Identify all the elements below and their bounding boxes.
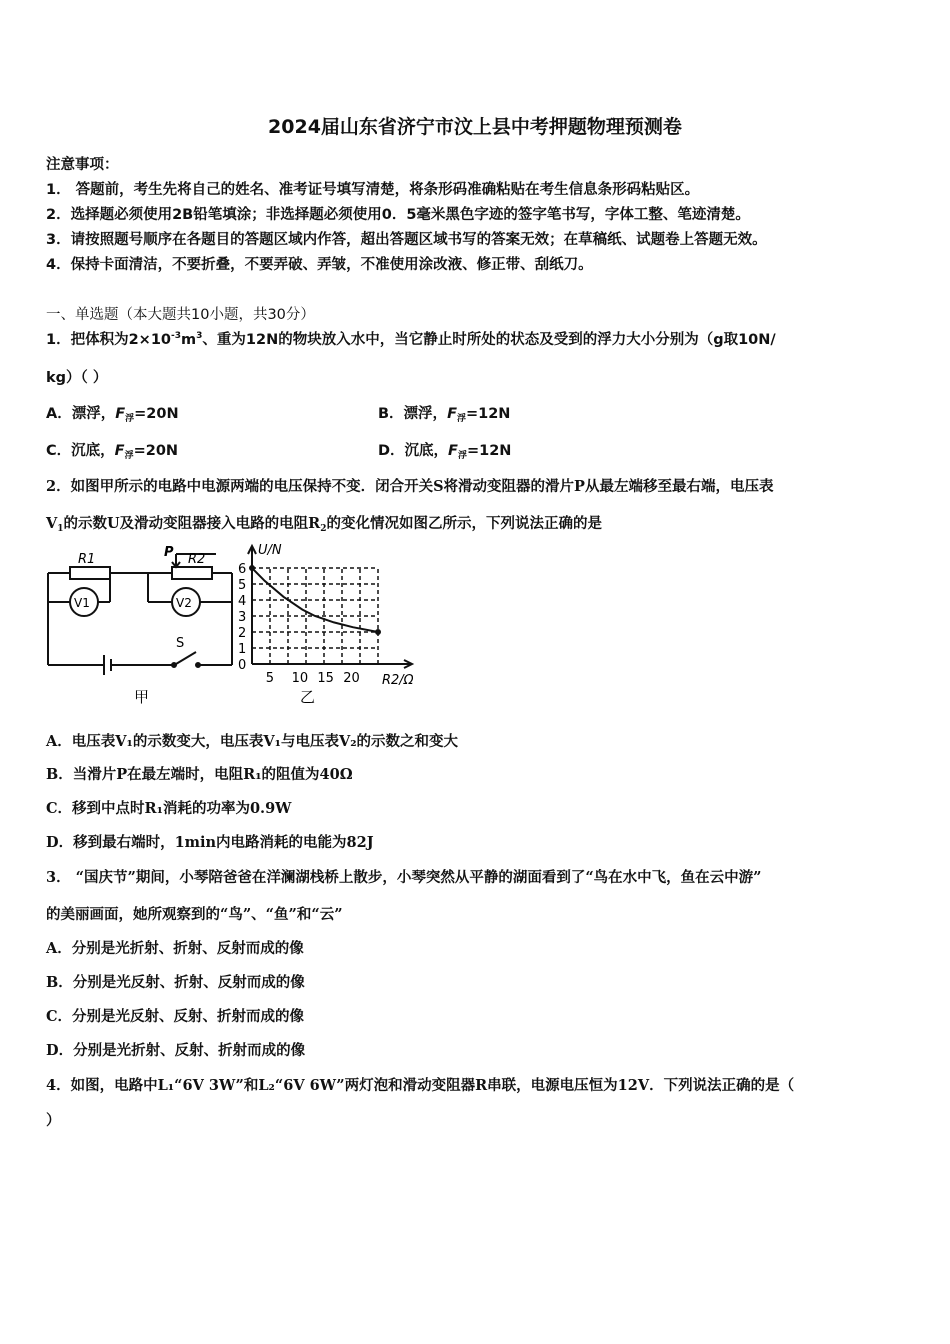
graph-ylabel: U/N xyxy=(258,543,282,558)
notice-item: 1． 答题前，考生先将自己的姓名、准考证号填写清楚，将条形码准确粘贴在考生信息条形码粘贴区。 xyxy=(46,182,700,198)
section-heading: 一、单选题（本大题共10小题，共30分） xyxy=(46,307,315,323)
question-3-stem: 3． “国庆节”期间，小琴陪爸爸在洋澜湖栈桥上散步，小琴突然从平静的湖面看到了“鸟在水中飞，鱼在云中游” xyxy=(46,869,762,886)
question-4-stem-cont: ） xyxy=(46,1112,61,1129)
notice-heading: 注意事项： xyxy=(46,157,119,173)
label-r1: R1 xyxy=(78,552,96,567)
question-2-stem-cont: $V_1$的示数U及滑动变阻器接入电路的电阻$R_2$的变化情况如图乙所示，下列说法正确的是 xyxy=(46,515,602,534)
q3-option-a[interactable]: A．分别是光折射、折射、反射而成的像 xyxy=(46,940,304,957)
y-tick-label: 3 xyxy=(238,610,247,625)
label-v1: V1 xyxy=(74,596,90,610)
q2-figure xyxy=(44,540,424,710)
page-title: 2024届山东省济宁市汶上县中考押题物理预测卷 xyxy=(268,116,682,138)
q2-option-a[interactable]: A．电压表V₁的示数变大，电压表V₁与电压表V₂的示数之和变大 xyxy=(46,733,459,750)
q3-option-b[interactable]: B．分别是光反射、折射、反射而成的像 xyxy=(46,974,305,991)
curve-startpoint xyxy=(249,565,255,571)
q1-option-a[interactable]: A．漂浮，$F_浮=20N$ xyxy=(46,406,179,424)
graph-u-r xyxy=(238,546,412,686)
y-tick-label: 0 xyxy=(238,658,247,673)
graph-xlabel: R2/Ω xyxy=(382,673,414,688)
y-tick-label: 4 xyxy=(238,594,247,609)
x-tick-label: 15 xyxy=(317,671,334,686)
q2-option-c[interactable]: C．移到中点时R₁消耗的功率为0.9W xyxy=(46,800,292,817)
caption-yi: 乙 xyxy=(300,688,316,706)
label-s: S xyxy=(176,636,185,651)
q1-option-b[interactable]: B．漂浮，$F_浮=12N$ xyxy=(378,406,511,424)
q3-option-d[interactable]: D．分别是光折射、反射、折射而成的像 xyxy=(46,1042,306,1059)
x-tick-label: 5 xyxy=(265,671,275,686)
label-p: P xyxy=(164,545,174,560)
circuit-diagram xyxy=(48,554,232,675)
q1-option-c[interactable]: C．沉底，$F_浮=20N$ xyxy=(46,443,179,461)
notice-item: 4．保持卡面清洁，不要折叠，不要弄破、弄皱，不准使用涂改液、修正带、刮纸刀。 xyxy=(46,257,593,273)
q2-option-b[interactable]: B．当滑片P在最左端时，电阻R₁的阻值为40Ω xyxy=(46,766,353,783)
resistor-r2 xyxy=(172,567,212,579)
resistor-r1 xyxy=(70,567,110,579)
y-tick-label: 5 xyxy=(238,578,247,593)
label-r2: R2 xyxy=(188,552,206,567)
y-tick-label: 6 xyxy=(238,562,247,577)
question-4-stem: 4．如图，电路中L₁“6V 3W”和L₂“6V 6W”两灯泡和滑动变阻器R串联，电源电压恒为12V．下列说法正确的是（ xyxy=(46,1077,795,1094)
notice-item: 2．选择题必须使用2B铅笔填涂；非选择题必须使用0．5毫米黑色字迹的签字笔书写，字体工整、笔迹清楚。 xyxy=(46,207,750,223)
q1-option-d[interactable]: D．沉底，$F_浮=12N$ xyxy=(378,443,512,461)
question-1-stem: 1．把体积为$2\times 10^{-3}m^3$、重为12N的物块放入水中，当它静止时所处的状态及受到的浮力大小分别为（g取10N/ xyxy=(46,331,776,348)
q2-option-d[interactable]: D．移到最右端时，1min内电路消耗的电能为82J xyxy=(46,834,374,851)
label-v2: V2 xyxy=(176,596,192,610)
question-1-stem-cont: kg）（ ） xyxy=(46,370,108,386)
question-2-stem: 2．如图甲所示的电路中电源两端的电压保持不变．闭合开关S将滑动变阻器的滑片P从最左端移至最右端，电压表 xyxy=(46,478,774,495)
question-3-stem-cont: 的美丽画面，她所观察到的“鸟”、“鱼”和“云” xyxy=(46,906,343,923)
caption-jia: 甲 xyxy=(134,688,150,706)
y-tick-label: 1 xyxy=(238,642,247,657)
y-tick-label: 2 xyxy=(238,626,247,641)
x-tick-label: 10 xyxy=(291,671,309,686)
q3-option-c[interactable]: C．分别是光反射、反射、折射而成的像 xyxy=(46,1008,305,1025)
curve-endpoint xyxy=(375,629,381,635)
notice-item: 3．请按照题号顺序在各题目的答题区域内作答，超出答题区域书写的答案无效；在草稿纸、试题卷上答题无效。 xyxy=(46,232,767,248)
x-tick-label: 20 xyxy=(343,671,360,686)
